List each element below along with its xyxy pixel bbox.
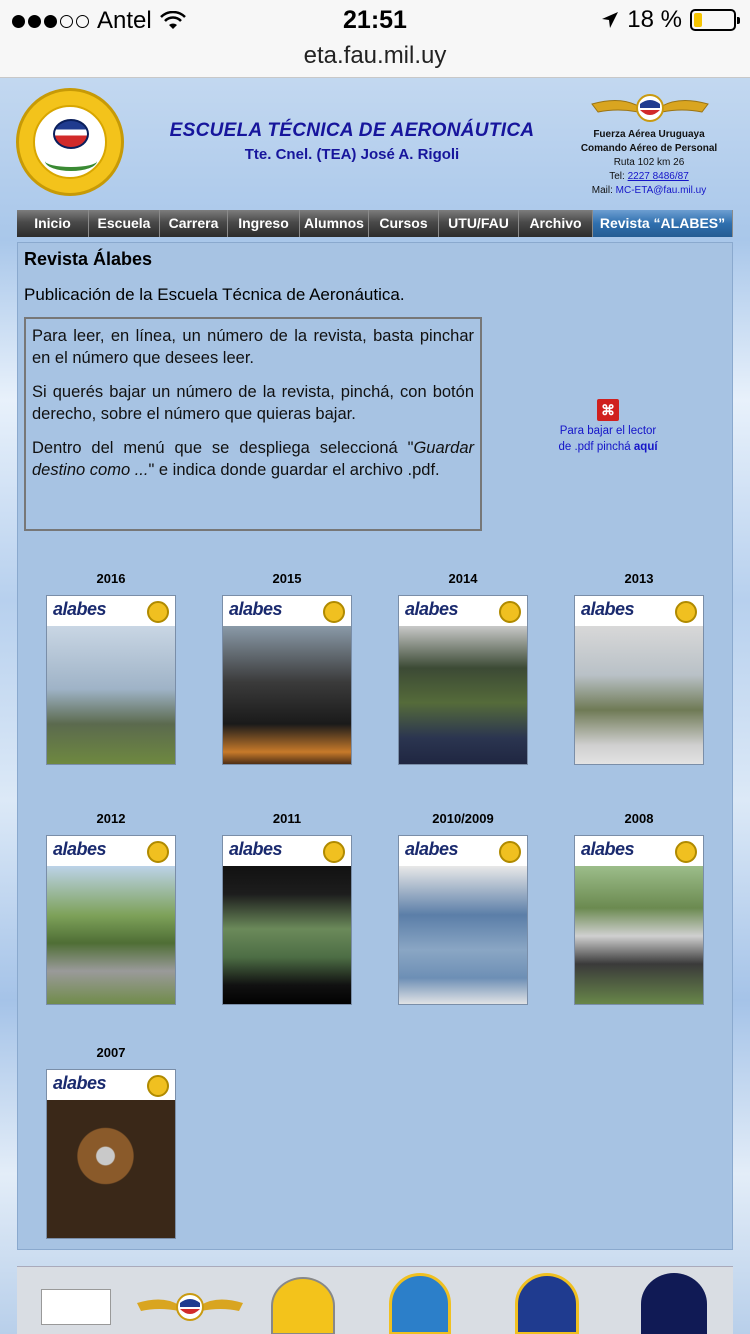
mail-link[interactable]: MC-ETA@fau.mil.uy [615,185,707,196]
air-force-wings-icon [590,90,710,126]
nav-cursos[interactable]: Cursos [369,210,439,237]
magazine-cover[interactable] [574,835,704,1005]
page-title: Revista Álabes [24,249,153,269]
issue-year: 2013 [624,571,654,586]
pdf-reader-note [538,399,678,455]
instruction-save-a: Dentro del menú que se despliega seleccioná " [32,439,414,457]
issue-2008[interactable] [574,811,704,1005]
cover-masthead: alabes [53,839,107,859]
nav-archivo[interactable]: Archivo [519,210,593,237]
mail-label: Mail: [591,185,613,196]
cover-masthead: alabes [229,599,283,619]
issue-year: 2015 [272,571,302,586]
contact-org: Fuerza Aérea Uruguaya [593,129,705,140]
contact-mail-row [564,184,734,198]
issue-2007[interactable] [46,1045,176,1239]
cover-masthead: alabes [581,599,635,619]
instruction-save-b: " e indica donde guardar el archivo .pdf. [148,461,440,479]
cover-emblem-icon [147,1075,169,1097]
location-arrow-icon [601,11,619,29]
nav-ingreso[interactable]: Ingreso [228,210,300,237]
nav-carrera[interactable]: Carrera [160,210,228,237]
cover-masthead: alabes [405,599,459,619]
page-intro: Publicación de la Escuela Técnica de Aeronáutica. [24,285,405,304]
partner-logos-footer [17,1266,733,1334]
pdf-note-line2: de .pdf pinchá [558,441,634,453]
military-school-aeronautics-icon[interactable] [389,1273,451,1334]
cover-emblem-icon [499,841,521,863]
air-force-command-seal-icon[interactable] [515,1273,579,1334]
cover-masthead: alabes [53,1073,107,1093]
school-subtitle: Tte. Cnel. (TEA) José A. Rigoli [244,146,460,163]
magazine-cover[interactable] [398,835,528,1005]
cover-masthead: alabes [53,599,107,619]
cover-masthead: alabes [581,839,635,859]
cover-emblem-icon [147,601,169,623]
issue-2014[interactable] [398,571,528,765]
instruction-save-em: Guardar destino como ... [32,439,474,479]
address-bar[interactable] [0,40,750,78]
tel-link[interactable]: 2227 8486/87 [627,171,689,182]
issue-year: 2016 [96,571,126,586]
pdf-download-link[interactable]: aquí [633,441,658,453]
status-right-group [601,6,736,34]
battery-icon [690,9,736,31]
magazine-cover[interactable] [398,595,528,765]
magazine-cover[interactable] [222,595,352,765]
cover-masthead: alabes [405,839,459,859]
school-title: ESCUELA TÉCNICA DE AERONÁUTICA [169,120,535,141]
issue-2015[interactable] [222,571,352,765]
issue-year: 2012 [96,811,126,826]
contact-tel-row [564,170,734,184]
magazine-cover[interactable] [46,835,176,1005]
contact-block [564,128,734,198]
magazine-cover[interactable] [574,595,704,765]
clock: 21:51 [343,6,407,34]
cover-emblem-icon [499,601,521,623]
issue-year: 2010/2009 [432,811,494,826]
content-panel [17,242,733,1250]
ios-status-bar [0,0,750,40]
cover-emblem-icon [323,601,345,623]
nav-escuela[interactable]: Escuela [89,210,160,237]
nav-inicio[interactable]: Inicio [17,210,89,237]
instruction-read: Para leer, en línea, un número de la revista, basta pinchar en el número que desees leer. [32,327,474,367]
issue-year: 2007 [96,1045,126,1060]
school-seal-footer-icon[interactable] [271,1277,335,1334]
school-gear-logo-icon[interactable] [16,88,124,196]
magazine-cover[interactable] [46,595,176,765]
cover-emblem-icon [323,841,345,863]
magazine-cover[interactable] [222,835,352,1005]
site-header [16,84,734,202]
instructions-box [24,317,482,531]
pdf-note-line1: Para bajar el lector [559,425,657,437]
issue-year: 2008 [624,811,654,826]
cover-emblem-icon [147,841,169,863]
nav-alumnos[interactable]: Alumnos [300,210,369,237]
issue-2012[interactable] [46,811,176,1005]
battery-percent: 18 % [627,6,682,33]
carrier-label: Antel [97,7,152,34]
cover-emblem-icon [675,601,697,623]
foundation-logo-icon[interactable] [641,1273,707,1334]
issue-year: 2011 [272,811,302,826]
contact-command: Comando Aéreo de Personal [580,143,718,154]
contact-address: Ruta 102 km 26 [613,157,685,168]
air-force-wings-footer-icon[interactable] [135,1287,245,1327]
nav-revista-alabes[interactable]: Revista “ALABES” [593,210,733,237]
url-text[interactable]: eta.fau.mil.uy [303,42,447,69]
pdf-note-line2-row [538,439,678,455]
cover-masthead: alabes [229,839,283,859]
main-nav [17,210,733,237]
issue-2010-2009[interactable] [398,811,528,1005]
issue-year: 2014 [448,571,478,586]
nav-utu-fau[interactable]: UTU/FAU [439,210,519,237]
magazine-cover[interactable] [46,1069,176,1239]
issue-2013[interactable] [574,571,704,765]
issue-2011[interactable] [222,811,352,1005]
tel-label: Tel: [609,171,625,182]
instruction-download: Si querés bajar un número de la revista, pinchá, con botón derecho, sobre el número que quieras bajar. [32,383,474,423]
pdf-icon[interactable]: ⌘ [597,399,619,421]
cover-emblem-icon [675,841,697,863]
ministry-defense-logo-icon[interactable] [41,1289,111,1325]
instruction-save [32,437,474,481]
issue-2016[interactable] [46,571,176,765]
